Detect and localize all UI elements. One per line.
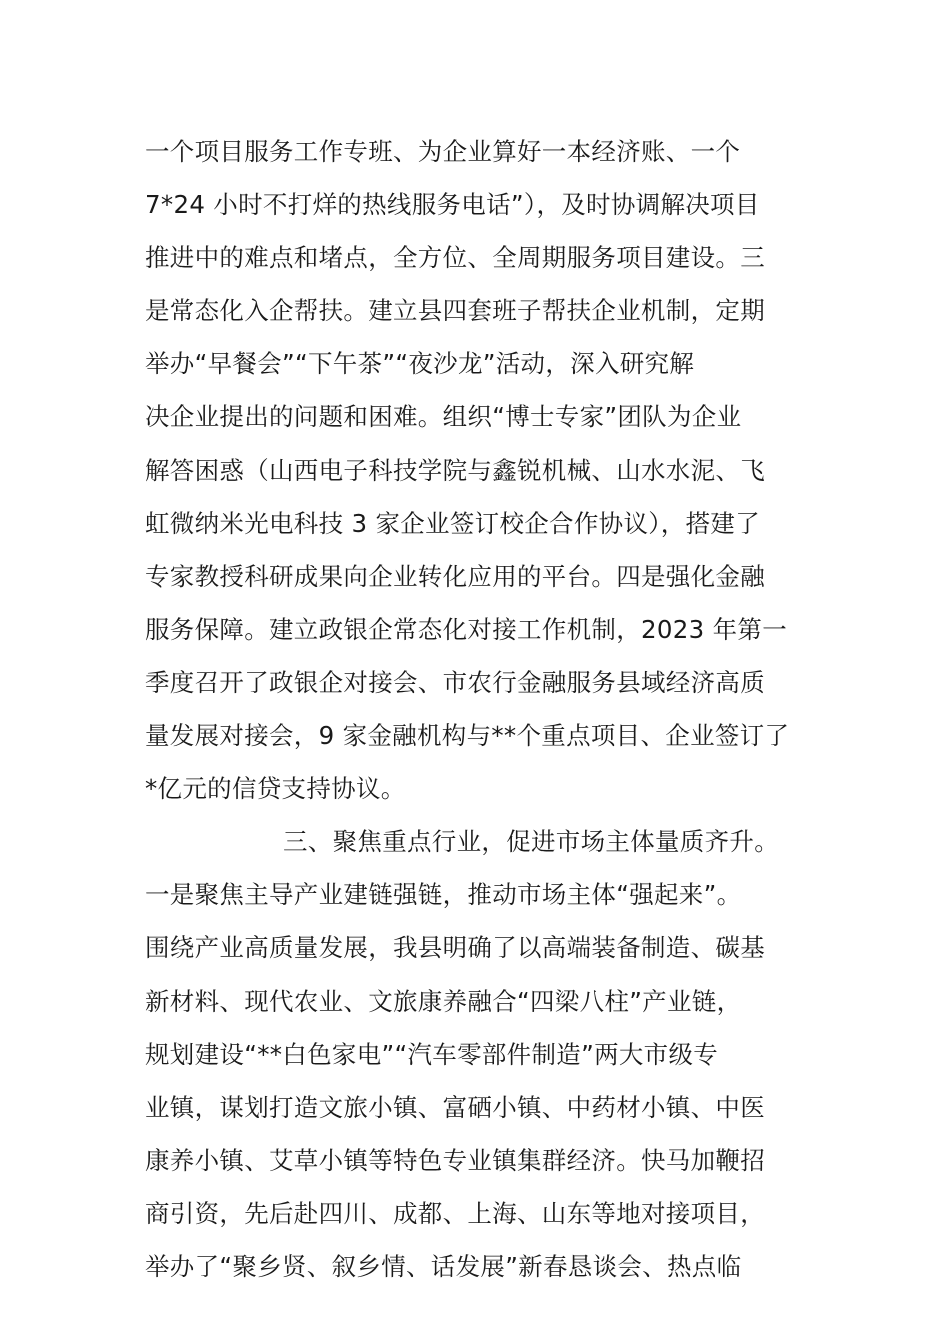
text-line: 专家教授科研成果向企业转化应用的平台。四是强化金融	[145, 561, 765, 591]
text-line: 服务保障。建立政银企常态化对接工作机制，2023 年第一	[145, 614, 788, 644]
text-line: 业镇，谋划打造文旅小镇、富硒小镇、中药材小镇、中医	[145, 1092, 765, 1122]
text-line: 规划建设“**白色家电”“汽车零部件制造”两大市级专	[145, 1039, 719, 1069]
text-line: 举办“早餐会”“下午茶”“夜沙龙”活动，深入研究解	[145, 349, 695, 379]
text-line: 7*24 小时不打烊的热线服务电话”），及时协调解决项目	[145, 190, 760, 220]
text-line: 量发展对接会，9 家金融机构与**个重点项目、企业签订了	[145, 721, 790, 751]
text-line: 举办了“聚乡贤、叙乡情、话发展”新春恳谈会、热点临	[145, 1251, 742, 1281]
text-line: 康养小镇、艾草小镇等特色专业镇集群经济。快马加鞭招	[145, 1145, 765, 1175]
body-text	[145, 125, 815, 1293]
text-line: 决企业提出的问题和困难。组织“博士专家”团队为企业	[145, 402, 742, 432]
text-line: 虹微纳米光电科技 3 家企业签订校企合作协议），搭建了	[145, 508, 761, 538]
text-line: 新材料、现代农业、文旅康养融合“四梁八柱”产业链，	[145, 986, 742, 1016]
text-line: 一个项目服务工作专班、为企业算好一本经济账、一个	[145, 137, 741, 166]
text-line: 商引资，先后赴四川、成都、上海、山东等地对接项目，	[145, 1198, 765, 1228]
text-line: 是常态化入企帮扶。建立县四套班子帮扶企业机制，定期	[145, 296, 765, 326]
text-line: 季度召开了政银企对接会、市农行金融服务县域经济高质	[145, 667, 765, 697]
text-line: 围绕产业高质量发展，我县明确了以高端装备制造、碳基	[145, 933, 765, 963]
text-line: 一是聚焦主导产业建链强链，推动市场主体“强起来”。	[145, 880, 742, 910]
section-heading: 三、聚焦重点行业，促进市场主体量质齐升。	[283, 827, 779, 857]
text-line: 解答困惑（山西电子科技学院与鑫锐机械、山水水泥、飞	[145, 455, 765, 485]
text-line: 推进中的难点和堵点，全方位、全周期服务项目建设。三	[145, 243, 765, 273]
text-line: *亿元的信贷支持协议。	[145, 774, 406, 804]
